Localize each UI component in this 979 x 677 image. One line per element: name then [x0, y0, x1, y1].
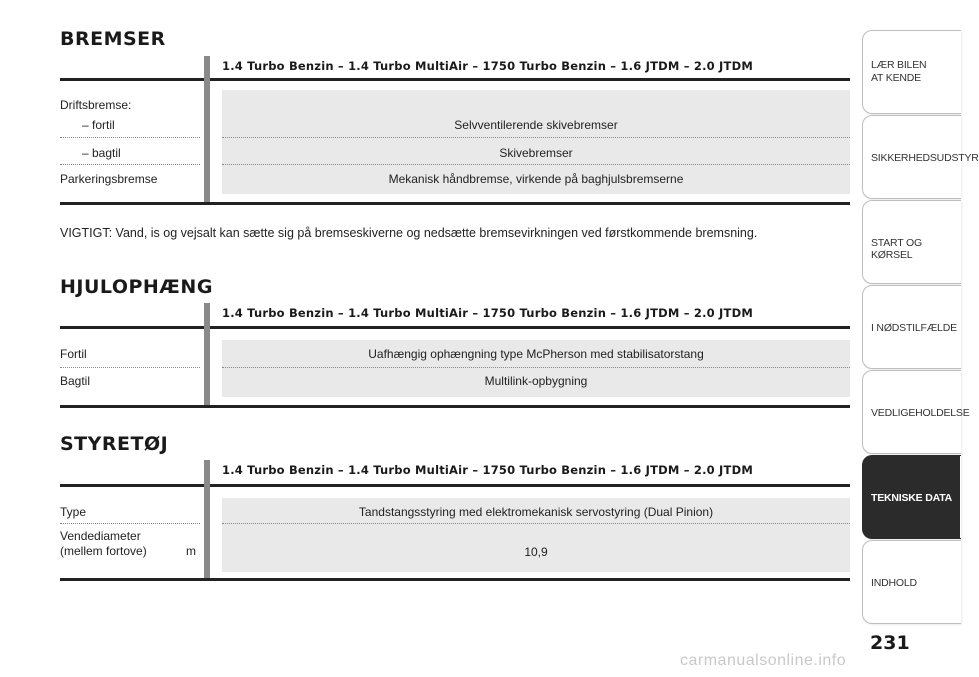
tab-label: TEKNISKE DATA	[871, 492, 953, 504]
table-top-rule	[60, 78, 850, 81]
tab-i-nodstilfaelde[interactable]	[862, 285, 961, 369]
label-mellem-fortove: (mellem fortove)	[60, 544, 147, 558]
table-bottom-rule	[60, 202, 850, 205]
value-fortil: Selvventilerende skivebremser	[454, 118, 618, 132]
tab-start-og-korsel[interactable]	[862, 200, 961, 284]
row-separator	[222, 137, 850, 138]
row-separator	[222, 367, 850, 368]
table-top-rule	[60, 326, 850, 329]
value-bagtil: Multilink-opbygning	[484, 374, 588, 388]
label-driftsbremse: Driftsbremse:	[60, 98, 132, 112]
value-bagtil: Skivebremser	[499, 146, 573, 160]
value-vendediameter: 10,9	[524, 545, 548, 559]
table-bottom-rule	[60, 578, 850, 581]
tab-label: AT KENDE	[871, 72, 921, 84]
page-number: 231	[870, 632, 910, 654]
section-title-hjulophaeng: HJULOPHÆNG	[60, 276, 213, 298]
tab-label: LÆR BILEN	[871, 59, 927, 71]
tab-sikkerhedsudstyr[interactable]	[862, 115, 979, 199]
section-title-bremser: BREMSER	[60, 28, 166, 50]
tab-label: VEDLIGEHOLDELSE	[871, 407, 970, 419]
row-separator	[222, 523, 850, 524]
table-bottom-rule	[60, 405, 850, 408]
tab-label: I NØDSTILFÆLDE	[871, 322, 957, 334]
important-note: VIGTIGT: Vand, is og vejsalt kan sætte sig på bremseskiverne og nedsætte bremsevirkningen ved førstkommende bremsning.	[60, 226, 758, 240]
label-fortil: Fortil	[60, 347, 87, 361]
row-separator	[60, 137, 200, 138]
label-parkeringsbremse: Parkeringsbremse	[60, 172, 158, 186]
engine-header-hjulophaeng: 1.4 Turbo Benzin – 1.4 Turbo MultiAir – 1750 Turbo Benzin – 1.6 JTDM – 2.0 JTDM	[222, 306, 753, 320]
row-separator	[60, 164, 200, 165]
tab-tekniske-data[interactable]	[862, 455, 961, 539]
section-title-styretoj: STYRETØJ	[60, 433, 169, 455]
watermark: carmanualsonline.info	[680, 652, 847, 669]
label-unit: m	[186, 544, 196, 558]
row-separator	[60, 523, 200, 524]
table-top-rule	[60, 484, 850, 487]
row-separator	[60, 367, 200, 368]
label-fortil: – fortil	[82, 118, 115, 132]
value-type: Tandstangsstyring med elektromekanisk servostyring (Dual Pinion)	[358, 505, 714, 519]
tab-label: INDHOLD	[871, 577, 917, 589]
value-fortil: Uafhængig ophængning type McPherson med stabilisatorstang	[368, 347, 704, 361]
tab-laer-bilen-at-kende[interactable]	[862, 30, 961, 114]
label-type: Type	[60, 505, 87, 519]
label-bagtil: – bagtil	[82, 146, 121, 160]
engine-header-styretoj: 1.4 Turbo Benzin – 1.4 Turbo MultiAir – 1750 Turbo Benzin – 1.6 JTDM – 2.0 JTDM	[222, 463, 753, 477]
table-divider-bar	[204, 303, 210, 406]
tab-indhold[interactable]	[862, 540, 961, 624]
engine-header-bremser: 1.4 Turbo Benzin – 1.4 Turbo MultiAir – 1750 Turbo Benzin – 1.6 JTDM – 2.0 JTDM	[222, 59, 753, 73]
tab-vedligeholdelse[interactable]	[862, 370, 970, 454]
table-divider-bar	[204, 56, 210, 202]
row-separator	[222, 164, 850, 165]
value-parkeringsbremse: Mekanisk håndbremse, virkende på baghjulsbremserne	[388, 172, 684, 186]
label-vendediameter: Vendediameter	[60, 529, 141, 543]
tab-label: START OG KØRSEL	[871, 237, 922, 261]
tab-label: SIKKERHEDSUDSTYR	[871, 152, 979, 164]
label-bagtil: Bagtil	[60, 374, 91, 388]
table-divider-bar	[204, 460, 210, 580]
